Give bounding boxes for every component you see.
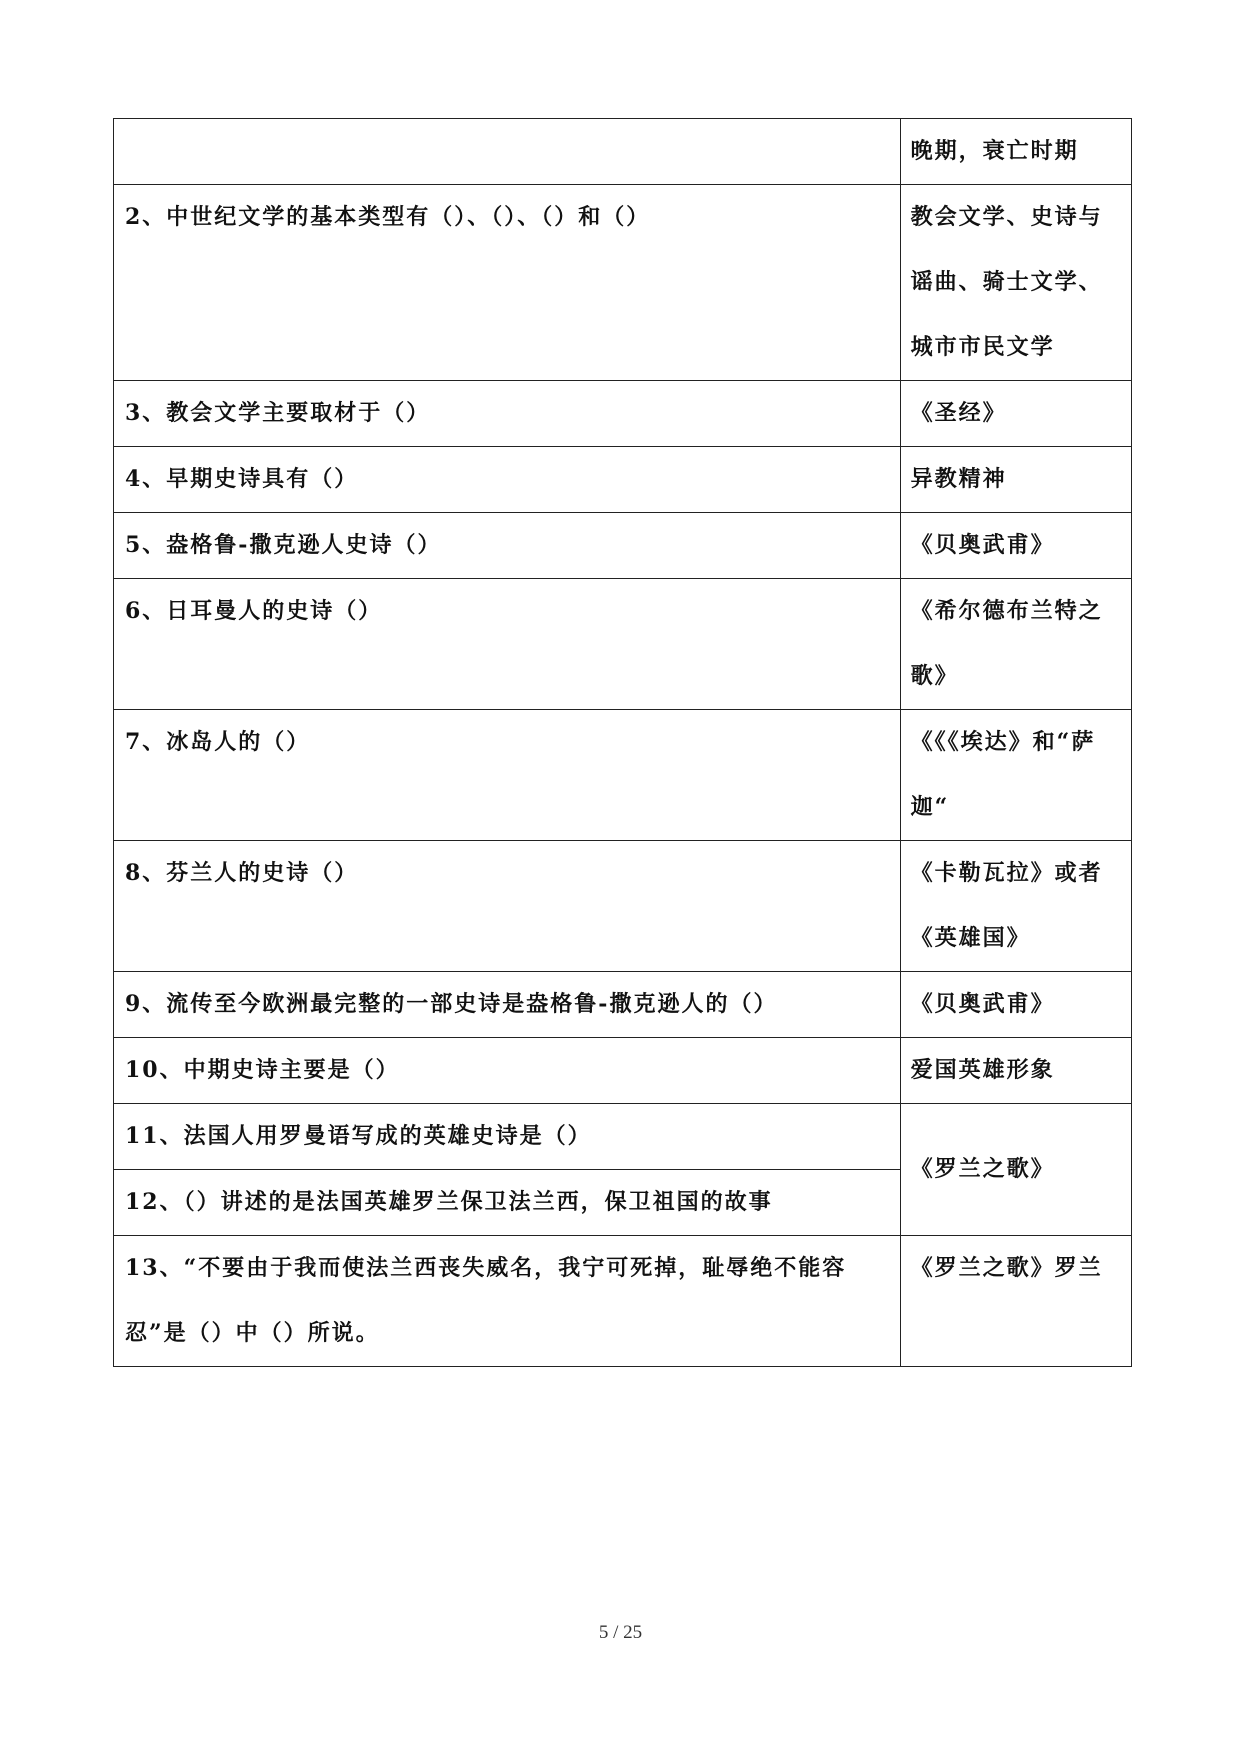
question-cell: 13、“不要由于我而使法兰西丧失威名，我宁可死掉，耻辱绝不能容忍”是（）中（）所说。	[114, 1236, 901, 1367]
table-row	[114, 381, 1132, 447]
answer-cell: 《希尔德布兰特之歌》	[900, 579, 1131, 710]
table-row	[114, 1104, 1132, 1170]
answer-cell: 《罗兰之歌》罗兰	[900, 1236, 1131, 1367]
answer-cell: 《贝奥武甫》	[900, 972, 1131, 1038]
answer-cell: 爱国英雄形象	[900, 1038, 1131, 1104]
question-cell: 7、冰岛人的（）	[114, 710, 901, 841]
answer-cell: 《罗兰之歌》	[900, 1104, 1131, 1236]
question-cell: 9、流传至今欧洲最完整的一部史诗是盎格鲁-撒克逊人的（）	[114, 972, 901, 1038]
answer-cell: 教会文学、史诗与谣曲、骑士文学、城市市民文学	[900, 185, 1131, 381]
table-row	[114, 1038, 1132, 1104]
table-row	[114, 710, 1132, 841]
answer-cell: 《《《埃达》和“萨迦“	[900, 710, 1131, 841]
question-cell: 10、中期史诗主要是（）	[114, 1038, 901, 1104]
question-cell: 3、教会文学主要取材于（）	[114, 381, 901, 447]
question-cell: 8、芬兰人的史诗（）	[114, 841, 901, 972]
page-number: 5 / 25	[598, 1622, 643, 1643]
table-row	[114, 513, 1132, 579]
table-row	[114, 841, 1132, 972]
question-answer-table	[113, 118, 1132, 1367]
question-cell: 5、盎格鲁-撒克逊人史诗（）	[114, 513, 901, 579]
question-cell: 6、日耳曼人的史诗（）	[114, 579, 901, 710]
answer-cell: 《卡勒瓦拉》或者《英雄国》	[900, 841, 1131, 972]
answer-cell: 晚期，衰亡时期	[900, 119, 1131, 185]
answer-cell: 《圣经》	[900, 381, 1131, 447]
question-cell: 2、中世纪文学的基本类型有（）、（）、（）和（）	[114, 185, 901, 381]
table-row	[114, 972, 1132, 1038]
table-row	[114, 1236, 1132, 1367]
question-cell	[114, 119, 901, 185]
answer-cell: 《贝奥武甫》	[900, 513, 1131, 579]
question-cell: 4、早期史诗具有（）	[114, 447, 901, 513]
table-row	[114, 579, 1132, 710]
table-row	[114, 119, 1132, 185]
question-cell: 11、法国人用罗曼语写成的英雄史诗是（）	[114, 1104, 901, 1170]
question-cell: 12、（）讲述的是法国英雄罗兰保卫法兰西，保卫祖国的故事	[114, 1170, 901, 1236]
table-row	[114, 185, 1132, 381]
table-row	[114, 447, 1132, 513]
answer-cell: 异教精神	[900, 447, 1131, 513]
